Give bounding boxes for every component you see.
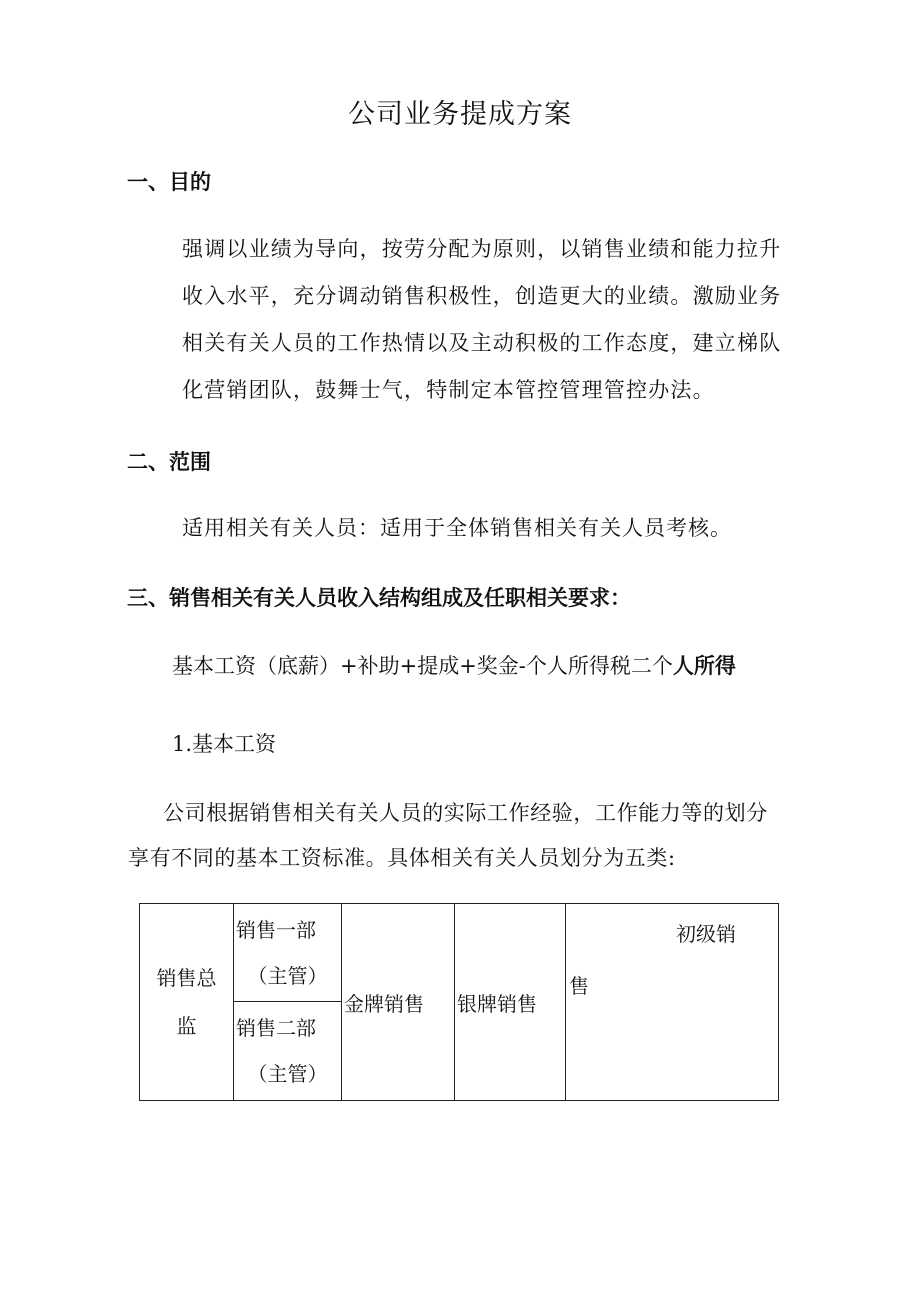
cell-junior-sales-line1: 初级销 <box>676 922 736 946</box>
cell-sales-dept-2 <box>234 1002 342 1101</box>
cell-sales-director-line2: 监 <box>176 1014 197 1038</box>
income-formula-text: 基本工资（底薪）+补助+提成+奖金-个人所得税二个 <box>172 654 673 678</box>
cell-gold-sales: 金牌销售 <box>342 904 455 1101</box>
income-formula <box>172 650 736 680</box>
cell-sales-dept-1-line2: （主管） <box>247 963 328 988</box>
section-heading-scope: 二、范围 <box>127 450 211 474</box>
scope-paragraph: 适用相关有关人员：适用于全体销售相关有关人员考核。 <box>182 516 732 540</box>
cell-sales-dept-2-line1: 销售二部 <box>236 1016 316 1040</box>
staff-category-table <box>139 903 779 1101</box>
cell-sales-director <box>140 904 234 1101</box>
page-title: 公司业务提成方案 <box>348 99 572 130</box>
subsection-basic-salary: 1.基本工资 <box>172 732 277 756</box>
cell-sales-dept-1-line1: 销售一部 <box>236 917 316 942</box>
basic-salary-line-2: 享有不同的基本工资标准。具体相关有关人员划分为五类: <box>128 846 676 870</box>
cell-sales-dept-2-line2: （主管） <box>247 1062 328 1086</box>
cell-junior-sales-line2: 售 <box>569 974 589 998</box>
basic-salary-line-1: 公司根据销售相关有关人员的实际工作经验，工作能力等的划分 <box>163 801 768 825</box>
cell-sales-director-line1: 销售总 <box>156 966 217 990</box>
cell-junior-sales <box>566 904 779 1101</box>
cell-sales-dept-1 <box>234 904 342 1002</box>
cell-silver-sales: 银牌销售 <box>455 904 566 1101</box>
income-formula-emphasis: 人所得 <box>672 654 736 678</box>
section-heading-income-structure: 三、销售相关有关人员收入结构组成及任职相关要求： <box>127 586 631 610</box>
purpose-paragraph: 强调以业绩为导向，按劳分配为原则，以销售业绩和能力拉升收入水平，充分调动销售积极性，创造更大的业绩。激励业务相关有关人员的工作热情以及主动积极的工作态度，建立梯队化营销团队，鼓舞士气，特制定本管控管理管控办法。 <box>182 237 782 402</box>
section-heading-purpose: 一、目的 <box>127 170 211 194</box>
